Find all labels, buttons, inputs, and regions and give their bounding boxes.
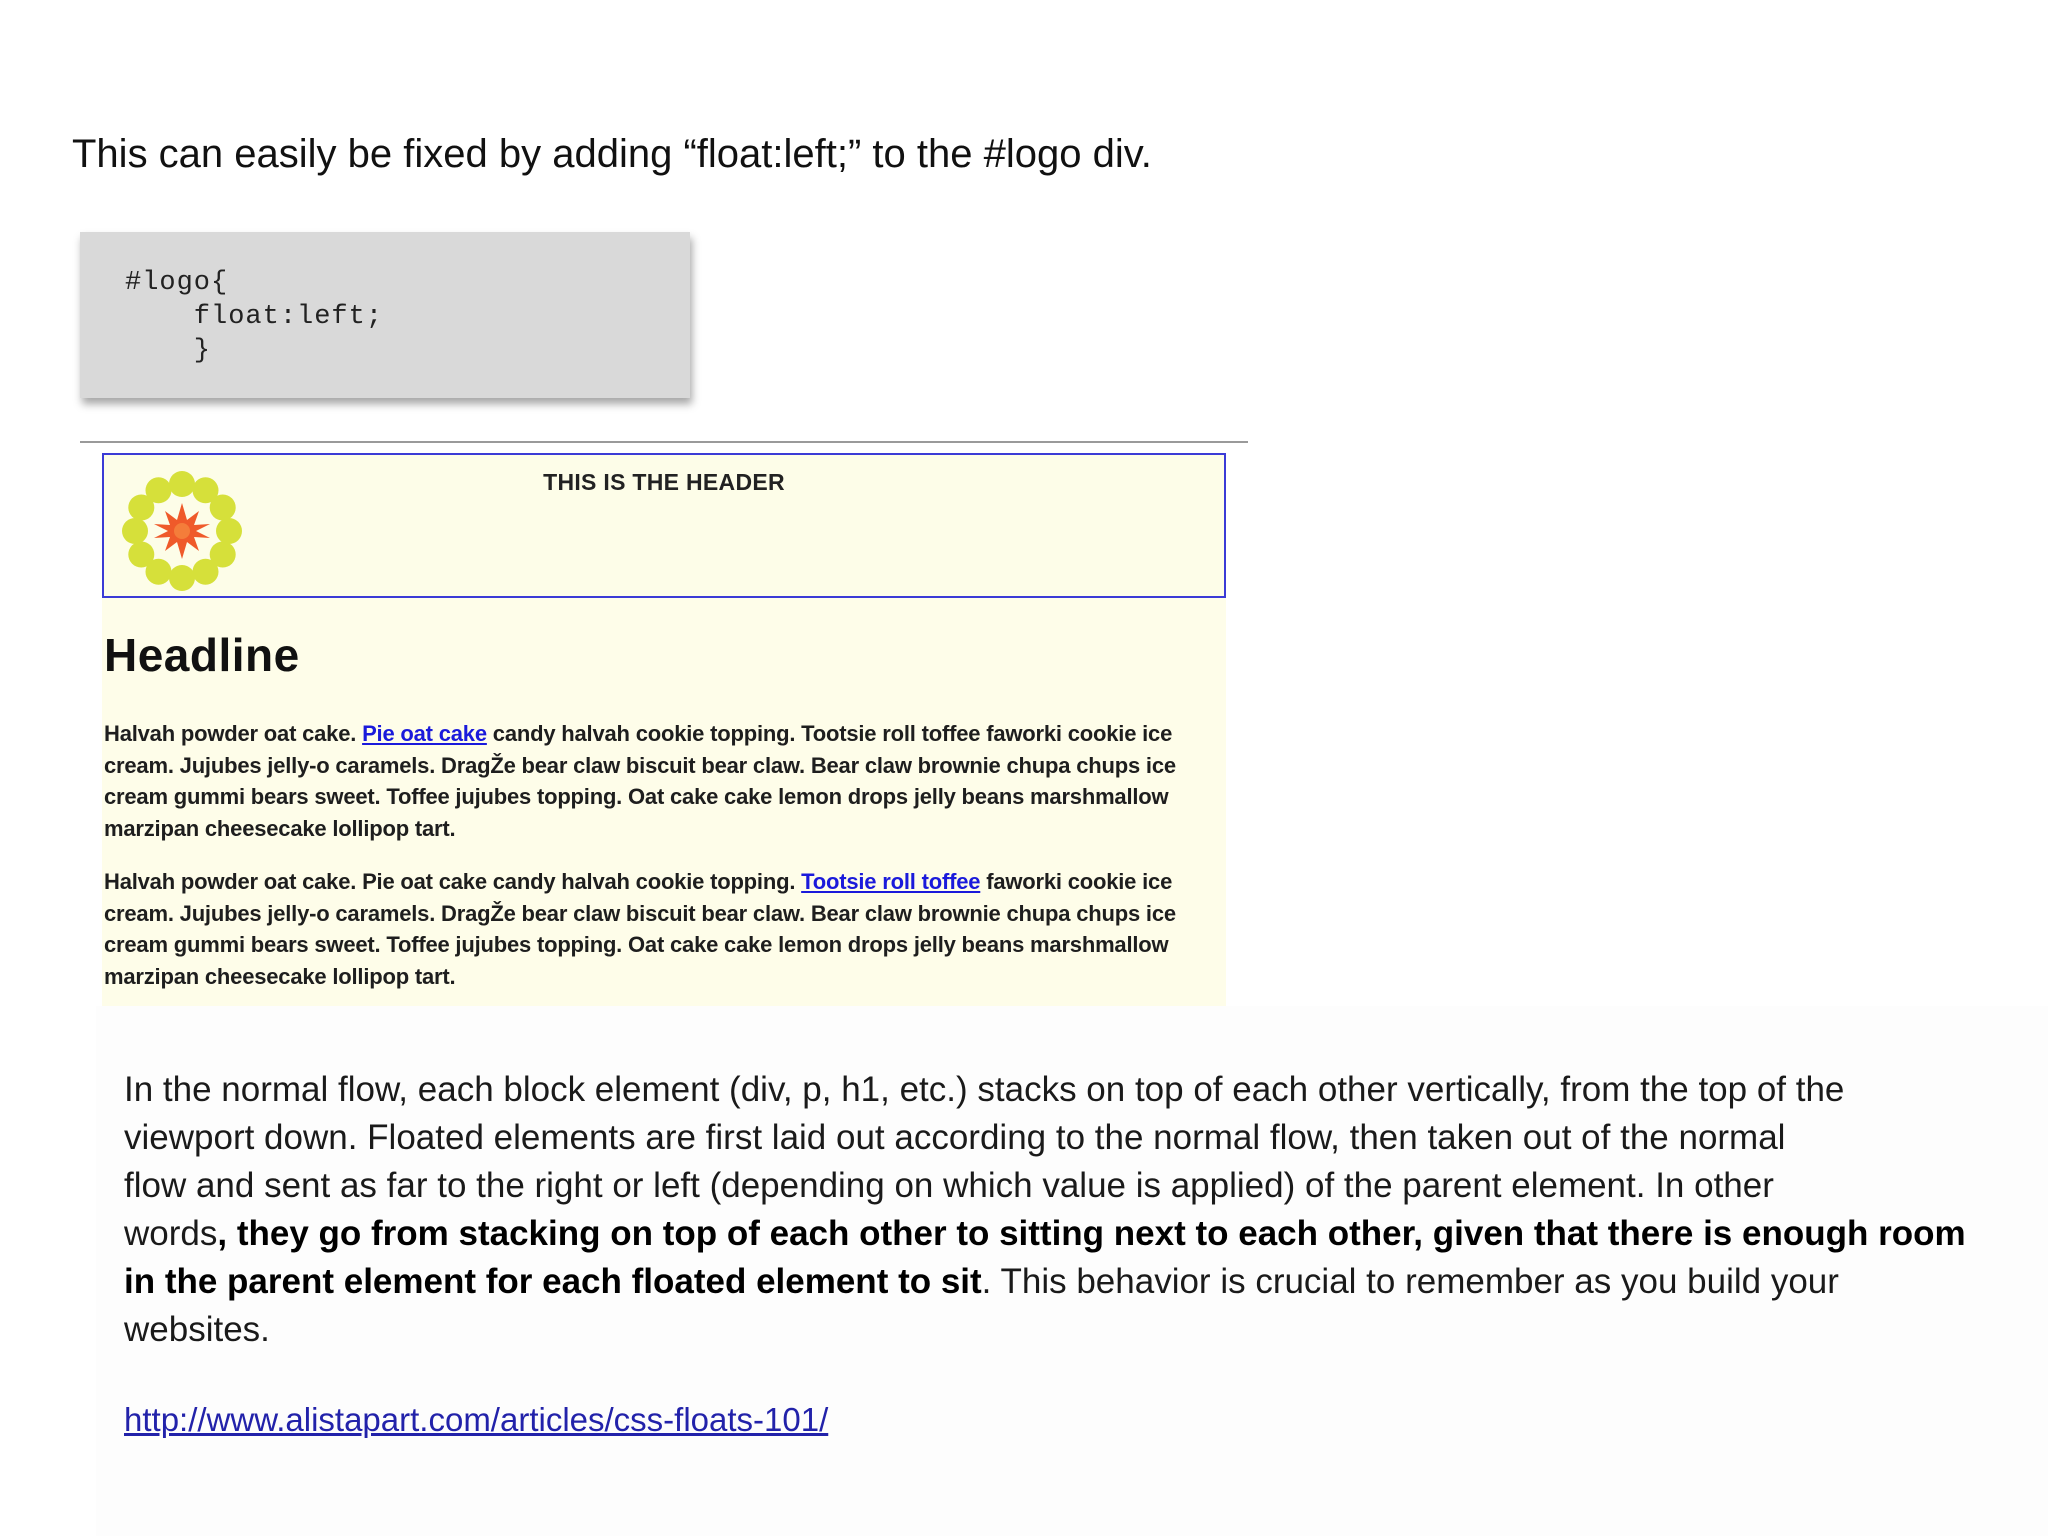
text-span: . This behavior is crucial to remember as you build your	[981, 1262, 1839, 1301]
demo-line: cream. Jujubes jelly-o caramels. DragŽe bear claw biscuit bear claw. Bear claw brownie chupa chups ice	[104, 900, 1176, 926]
demo-line: cream gummi bears sweet. Toffee jujubes topping. Oat cake cake lemon drops jelly beans marshmallow	[104, 932, 1169, 957]
demo-paragraph-2	[104, 866, 1204, 992]
code-snippet-box	[80, 232, 690, 398]
demo-paragraph-1	[104, 718, 1204, 844]
explanation-line: flow and sent as far to the right or left (depending on which value is applied) of the parent element. In other	[124, 1166, 1774, 1205]
explanation-line	[124, 1210, 2004, 1258]
code-line: #logo{	[125, 268, 229, 298]
demo-header	[102, 453, 1226, 598]
demo-line	[104, 866, 1204, 898]
explanation-line	[124, 1258, 2004, 1306]
tootsie-roll-toffee-link[interactable]: Tootsie roll toffee	[801, 869, 981, 894]
text-span: candy halvah cookie topping. Tootsie roll toffee faworki cookie ice	[486, 721, 1173, 746]
text-span: Halvah powder oat cake.	[104, 721, 363, 746]
pie-oat-cake-link[interactable]: Pie oat cake	[362, 721, 487, 746]
code-line: }	[125, 336, 212, 366]
explanation-text	[124, 1066, 2004, 1354]
explanation-line: In the normal flow, each block element (div, p, h1, etc.) stacks on top of each other vertically, from the top of the	[124, 1070, 1845, 1109]
code-line: float:left;	[125, 302, 384, 332]
demo-line: marzipan cheesecake lollipop tart.	[104, 815, 456, 841]
slide-title: This can easily be fixed by adding “float:left;” to the #logo div.	[72, 132, 1152, 176]
demo-line: cream. Jujubes jelly-o caramels. DragŽe bear claw biscuit bear claw. Bear claw brownie chupa chups ice	[104, 752, 1176, 778]
divider	[80, 441, 1248, 443]
demo-line: cream gummi bears sweet. Toffee jujubes topping. Oat cake cake lemon drops jelly beans marshmallow	[104, 784, 1169, 809]
text-span: Halvah powder oat cake. Pie oat cake candy halvah cookie topping.	[104, 869, 802, 894]
demo-line: marzipan cheesecake lollipop tart.	[104, 963, 456, 989]
demo-line	[104, 718, 1204, 750]
emphasis-text: in the parent element for each floated element to sit	[124, 1262, 982, 1301]
text-span: faworki cookie ice	[980, 869, 1173, 894]
demo-header-title: THIS IS THE HEADER	[543, 469, 785, 495]
demo-headline: Headline	[104, 629, 300, 681]
explanation-line: websites.	[124, 1310, 270, 1349]
explanation-line: viewport down. Floated elements are first laid out according to the normal flow, then taken out of the normal	[124, 1118, 1786, 1157]
text-span: words	[124, 1214, 218, 1253]
emphasis-text: , they go from stacking on top of each other to sitting next to each other, given that there is enough room	[217, 1214, 1966, 1253]
source-link[interactable]: http://www.alistapart.com/articles/css-floats-101/	[124, 1401, 829, 1438]
